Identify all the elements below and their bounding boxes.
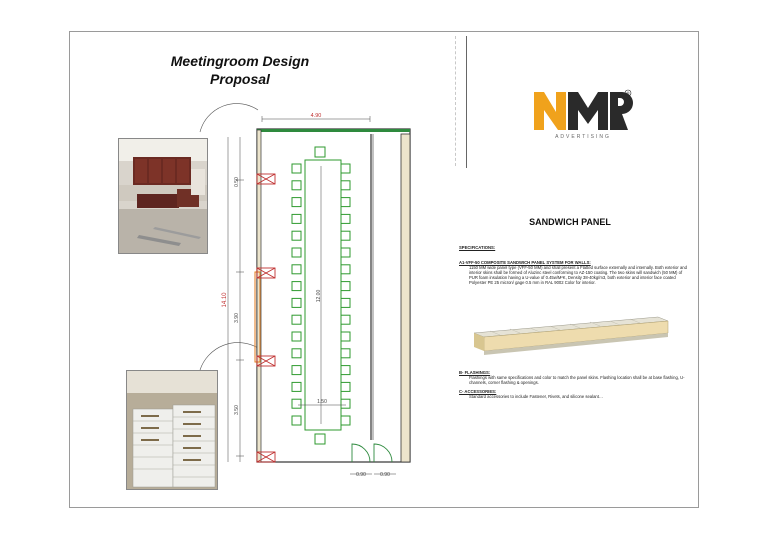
chair-left <box>292 298 301 307</box>
chair-right <box>341 214 350 223</box>
logo-m-shape <box>568 92 608 130</box>
sandwich-panel-heading: SANDWICH PANEL <box>529 217 611 227</box>
chair-right <box>341 382 350 391</box>
chair-right <box>341 181 350 190</box>
chair-right <box>341 332 350 341</box>
chair-right <box>341 349 350 358</box>
chair-right <box>341 416 350 425</box>
b-text: Flashings with same specifications and color to match the panel skins. Flashing location shall be at base flashing, U- channels, corner flashing & openings. <box>469 375 685 385</box>
door-swing-top <box>200 104 258 132</box>
registered-mark: ® <box>626 90 630 96</box>
chair-right <box>341 248 350 257</box>
chair-head-top <box>315 147 325 157</box>
top-wall-green <box>257 129 410 132</box>
dim-top-label: 0.50 <box>234 177 240 187</box>
chair-left <box>292 349 301 358</box>
right-wall-panel <box>401 134 410 462</box>
chair-left <box>292 214 301 223</box>
logo-subtitle: ADVERTISING <box>555 134 611 140</box>
chair-right <box>341 198 350 207</box>
sandwich-panel-illustration <box>460 307 674 369</box>
chair-left <box>292 399 301 408</box>
dim-door2-label: 0.90 <box>380 472 390 478</box>
chair-left <box>292 181 301 190</box>
dim-table-length-label: 12.00 <box>316 289 322 303</box>
chair-left <box>292 231 301 240</box>
chair-right <box>341 231 350 240</box>
c-text: Standard accessories to include Fastener, Rivets, and silicone sealant… <box>469 394 604 399</box>
title-line-2: Proposal <box>210 71 270 87</box>
chair-left <box>292 164 301 173</box>
chair-left <box>292 248 301 257</box>
chair-left <box>292 282 301 291</box>
chair-right <box>341 265 350 274</box>
chair-right <box>341 282 350 291</box>
chair-right <box>341 399 350 408</box>
chair-left <box>292 315 301 324</box>
chair-right <box>341 298 350 307</box>
chair-left <box>292 265 301 274</box>
specifications-label: SPECIFICATIONS: <box>459 245 496 250</box>
dim-table-width-label: 1.50 <box>317 399 327 405</box>
conference-table <box>305 160 341 430</box>
chair-left <box>292 332 301 341</box>
dim-door1-label: 0.90 <box>356 472 366 478</box>
door-right <box>374 444 392 462</box>
chair-left <box>292 366 301 375</box>
room-outline <box>257 129 410 462</box>
door-left <box>352 444 370 462</box>
dim-width-label: 4.90 <box>310 113 322 119</box>
chair-right <box>341 164 350 173</box>
chair-right <box>341 366 350 375</box>
dim-total-label: 14.10 <box>222 292 228 308</box>
dim-low-label: 3.50 <box>234 405 240 415</box>
dim-mid-label: 3.90 <box>234 313 240 323</box>
b-heading: B- FLASHINGS: <box>459 370 491 375</box>
chair-head-bottom <box>315 434 325 444</box>
chair-left <box>292 198 301 207</box>
title-line-1: Meetingroom Design <box>170 53 310 69</box>
chair-left <box>292 416 301 425</box>
a1-text: 1150 MM wide panel type (VFF-50 MM) and shall present a Flatted surface externally and internally. Both exterior and interior skins shall be formed of Aluzinc steel conforming to AZ-150 coating. The two skins will sandwich (50 MM) of PUR foam insulation having a U-value of 0.45w/M²K, Density 38-40kg/m3, both exterior and interior face coated Polyester PE 25 micron/ gage 0.5 mm in RAL 9002 Color for interior. <box>469 265 687 285</box>
chair-right <box>341 315 350 324</box>
a1-heading: A1-VFF-50 COMPOSITE SANDWICH PANEL SYSTEM FOR WALLS: <box>459 260 591 265</box>
logo-n-shape <box>534 92 566 130</box>
spec-block-a <box>459 245 687 285</box>
spec-block-b <box>459 370 687 399</box>
c-heading: C- ACCESSORIES: <box>459 389 497 394</box>
door-swing-side <box>200 343 258 370</box>
logo-r-shape <box>610 92 633 130</box>
chair-left <box>292 382 301 391</box>
